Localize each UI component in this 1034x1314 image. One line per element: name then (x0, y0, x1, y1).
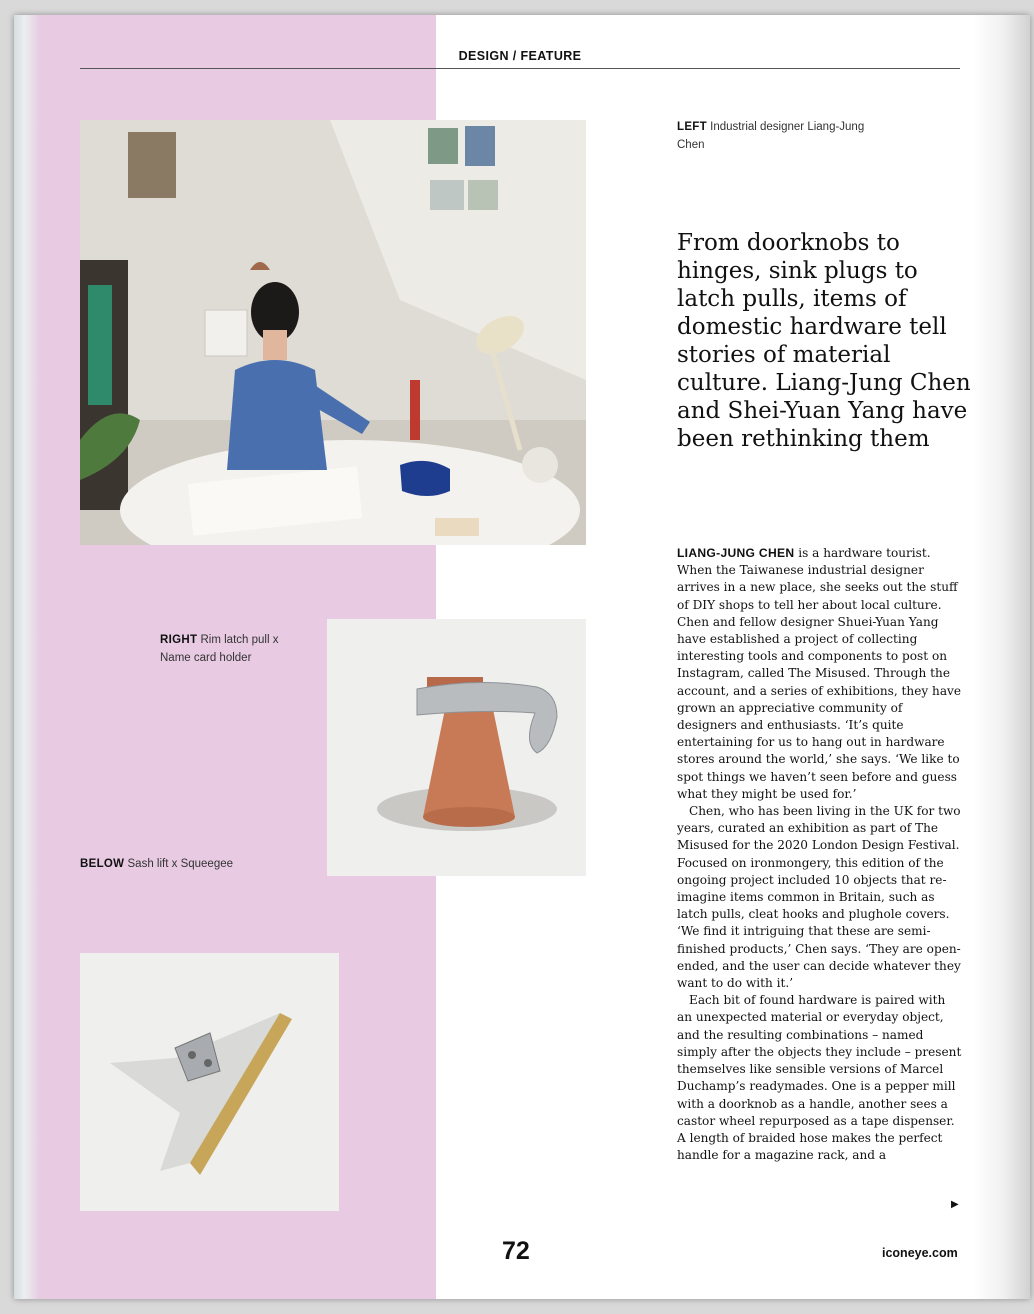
caption-right (160, 631, 310, 667)
page-number: 72 (502, 1237, 530, 1265)
squeegee-photo (80, 953, 339, 1211)
body-paragraph-3: Each bit of found hardware is paired with an unexpected material or everyday object, and the resulting combinations – named simply after the objects they include – present themselves like sensible versions of Marcel Duchamp’s readymades. One is a pepper mill with a doorknob as a handle, another sees a castor wheel repurposed as a tape dispenser. A length of braided hose makes the perfect handle for a magazine rack, and a (677, 993, 962, 1163)
triangle-right-icon: ▶ (951, 1199, 959, 1210)
body-paragraph-2: Chen, who has been living in the UK for two years, curated an exhibition as part of The Misused for the 2020 London Design Festival. Focused on ironmongery, this edition of the ongoing project included 10 objects that re-imagine items common in Britain, such as latch pulls, cleat hooks and plughole covers. ‘We find it intriguing that these are semi-finished products,’ Chen says. ‘They are open-ended, and the user can decide whatever they want to do with it.’ (677, 804, 961, 991)
article-body (677, 545, 962, 1164)
website-url: iconeye.com (882, 1246, 958, 1260)
page-spine (14, 15, 40, 1299)
paragraph-1-text: is a hardware tourist. When the Taiwanese industrial designer arrives in a new place, she seeks out the stuff of DIY shops to tell her about local culture. Chen and fellow designer Shuei-Yuan Yang have established a project of collecting interesting tools and components to post on Instagram, called The Misused. Through the account, and a series of exhibitions, they have grown an appreciative community of designers and enthusiasts. ‘It’s quite entertaining for us to hang out in hardware stores around the world,’ she says. ‘We like to spot things we haven’t seen before and guess what they might be used for.’ (677, 546, 962, 801)
caption-left (677, 118, 877, 154)
caption-left-text: Industrial designer Liang-Jung Chen (677, 121, 865, 151)
caption-below-label: BELOW (80, 858, 125, 870)
caption-below (80, 855, 300, 873)
header-rule (80, 68, 960, 69)
body-paragraph-1 (677, 545, 962, 803)
section-header: DESIGN / FEATURE (458, 49, 582, 63)
magazine-page (14, 15, 1030, 1299)
caption-right-label: RIGHT (160, 634, 198, 646)
lead-name: LIANG-JUNG CHEN (677, 546, 795, 560)
caption-below-text: Sash lift x Squeegee (127, 858, 234, 870)
caption-right-text: Rim latch pull x Name card holder (160, 634, 279, 664)
standfirst: From doorknobs to hinges, sink plugs to latch pulls, items of domestic hardware tell stories of material culture. Liang-Jung Chen and Shei-Yuan Yang have been rethinking them (677, 230, 971, 452)
designer-photo (80, 120, 586, 545)
page-curl-shadow (972, 15, 1030, 1299)
latch-pull-photo (327, 619, 586, 876)
caption-left-label: LEFT (677, 121, 707, 133)
